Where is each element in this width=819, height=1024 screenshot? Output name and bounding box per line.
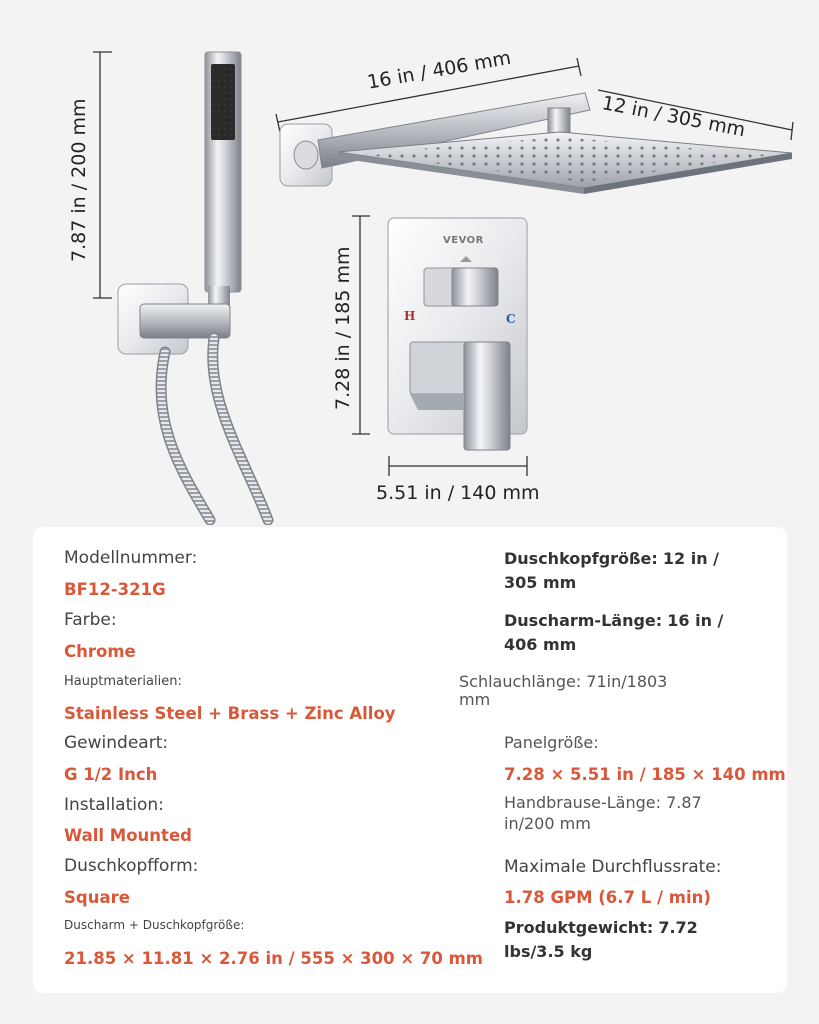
hand-shower-height-label: 7.87 in / 200 mm (68, 98, 90, 262)
shower-head-size-label: Duschkopfgröße: (504, 549, 658, 568)
hot-indicator: H (404, 309, 416, 323)
hand-shower-length-label: Handbrause-Länge: (504, 793, 662, 812)
installation-value: Wall Mounted (64, 826, 192, 845)
panel-width-label: 5.51 in / 140 mm (376, 482, 540, 504)
color-label: Farbe: (64, 610, 117, 630)
thread-type-value: G 1/2 Inch (64, 765, 158, 784)
model-number-label: Modellnummer: (64, 548, 198, 568)
shower-head-size-value: 12 in / 305 mm (504, 549, 719, 592)
shower-arm-length-value: 16 in / 406 mm (504, 611, 724, 654)
head-shape-label: Duschkopfform: (64, 856, 199, 876)
head-size-label: 12 in / 305 mm (600, 92, 748, 142)
arm-head-size-label: Duscharm + Duschkopfgröße: (64, 918, 245, 932)
product-weight-spec (504, 916, 734, 964)
hose-length-value: 71in/1803 mm (459, 672, 668, 709)
hose-length-label: Schlauchlänge: (459, 672, 582, 691)
specifications-card (33, 527, 787, 993)
panel-size-label: Panelgröße: (504, 733, 599, 752)
product-weight-value: 7.72 lbs/3.5 kg (504, 918, 698, 961)
cold-indicator: C (506, 312, 516, 326)
valve-panel (388, 218, 527, 450)
hose-length-spec (459, 673, 699, 709)
product-weight-label: Produktgewicht: (504, 918, 654, 937)
max-flow-label: Maximale Durchflussrate: (504, 857, 722, 877)
main-materials-value: Stainless Steel + Brass + Zinc Alloy (64, 704, 396, 723)
shower-arm-length-spec (504, 609, 744, 657)
model-number-value: BF12-321G (64, 580, 166, 599)
arm-length-label: 16 in / 406 mm (365, 46, 513, 94)
color-value: Chrome (64, 642, 136, 661)
main-materials-label: Hauptmaterialien: (64, 674, 182, 689)
thread-type-label: Gewindeart: (64, 733, 169, 753)
shower-head-size-spec (504, 547, 734, 595)
hand-shower-length-spec (504, 792, 734, 834)
panel-size-value: 7.28 × 5.51 in / 185 × 140 mm (504, 765, 786, 784)
panel-height-label: 7.28 in / 185 mm (332, 246, 354, 410)
brand-logo: VEVOR (443, 235, 484, 246)
shower-arm-length-label: Duscharm-Länge: (504, 611, 663, 630)
max-flow-value: 1.78 GPM (6.7 L / min) (504, 888, 711, 907)
hand-shower (205, 52, 241, 316)
panel-height-dimension-line (352, 216, 370, 434)
hand-shower-length-value: 7.87 in/200 mm (504, 793, 702, 833)
installation-label: Installation: (64, 795, 164, 815)
head-shape-value: Square (64, 888, 130, 907)
panel-width-dimension-line (389, 456, 527, 476)
hose (161, 338, 268, 520)
arm-head-size-value: 21.85 × 11.81 × 2.76 in / 555 × 300 × 70 mm (64, 949, 483, 968)
hand-shower-dimension-line (93, 52, 112, 298)
